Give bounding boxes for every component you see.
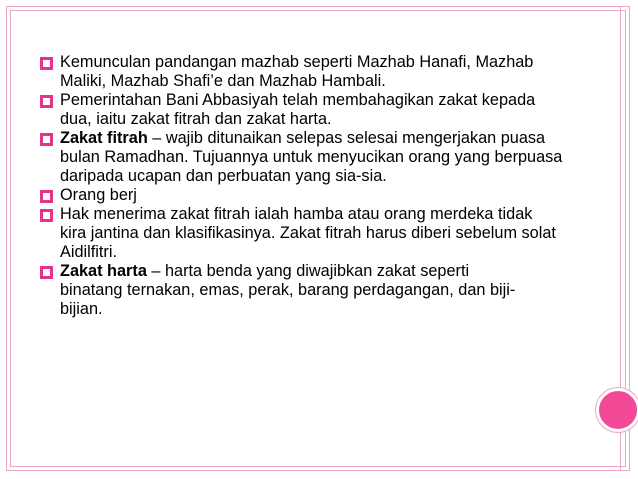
hollow-square-bullet-icon (40, 95, 53, 108)
bullet-list (40, 53, 600, 319)
bullet-item (40, 262, 520, 319)
hollow-square-bullet-icon (40, 266, 53, 279)
bullet-bold: Zakat harta (60, 262, 147, 280)
bullet-text: Pemerintahan Bani Abbasiyah telah membahagikan zakat kepada dua, iaitu zakat fitrah dan zakat harta. (60, 91, 536, 128)
hollow-square-bullet-icon (40, 133, 53, 146)
bullet-item (40, 53, 540, 91)
bullet-item (40, 91, 540, 129)
bullet-item (40, 129, 570, 186)
bullet-text: Orang berj (60, 186, 137, 204)
hollow-square-bullet-icon (40, 190, 53, 203)
bullet-text: Kemunculan pandangan mazhab seperti Mazhab Hanafi, Mazhab Maliki, Mazhab Shafi’e dan Mazhab Hambali. (60, 53, 534, 90)
bullet-item (40, 205, 560, 262)
bullet-text: Hak menerima zakat fitrah ialah hamba atau orang merdeka tidak kira jantina dan klasifikasinya. Zakat fitrah harus diberi sebelum solat Aidilfitri. (60, 205, 556, 261)
hollow-square-bullet-icon (40, 57, 53, 70)
hollow-square-bullet-icon (40, 209, 53, 222)
decorative-circle (596, 388, 638, 432)
bullet-text: – wajib ditunaikan selepas selesai mengerjakan puasa bulan Ramadhan. Tujuannya untuk menyucikan orang yang berpuasa daripada ucapan dan perbuatan yang sia-sia. (60, 129, 563, 185)
bullet-bold: Zakat fitrah (60, 129, 148, 147)
bullet-text: – harta benda yang diwajibkan zakat seperti binatang ternakan, emas, perak, barang perdagangan, dan biji-bijian. (60, 262, 516, 318)
bullet-item (40, 186, 570, 205)
